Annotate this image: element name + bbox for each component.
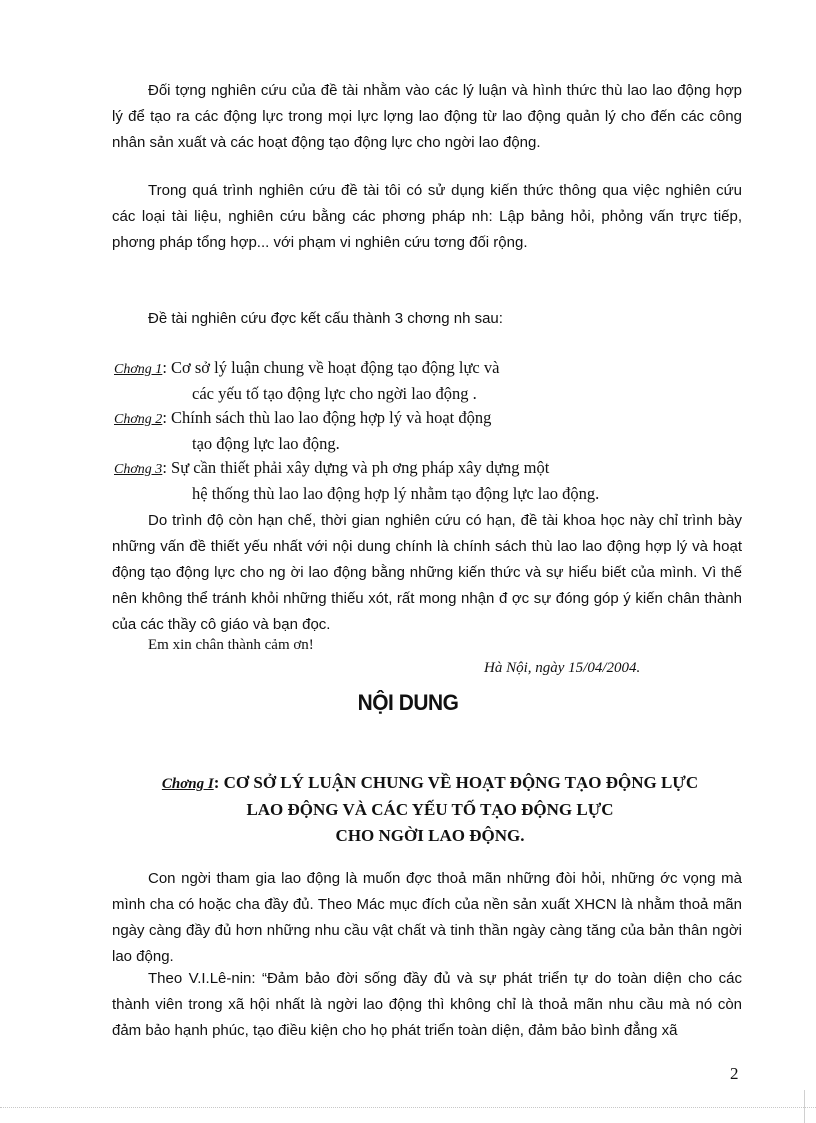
chapter-heading-line2: LAO ĐỘNG VÀ CÁC YẾU TỐ TẠO ĐỘNG LỰC <box>246 800 614 819</box>
chapter-1-line1: : Cơ sở lý luận chung về hoạt động tạo động lực và <box>162 358 500 377</box>
chapter-2-entry <box>114 406 491 432</box>
chapter-3-line1: : Sự cần thiết phải xây dựng và ph ơng pháp xây dựng một <box>162 458 550 477</box>
document-date: Hà Nội, ngày 15/04/2004. <box>484 660 641 676</box>
paragraph-human-needs: Con ngời tham gia lao động là muốn đợc thoả mãn những đòi hỏi, những ớc vọng mà mình cha có hoặc cha đầy đủ. Theo Mác mục đích của nền sản xuất XHCN là nhằm thoả mãn ngày càng đầy đủ hơn những nhu cầu vật chất và tinh thần ngày càng tăng của bản thân ngời lao động. <box>112 870 742 965</box>
paragraph-lenin-quote: Theo V.I.Lê-nin: “Đảm bảo đời sống đầy đủ và sự phát triển tự do toàn diện cho các thành viên trong xã hội nhất là ngời lao động thì không chỉ là thoả mãn nhu cầu mà nó còn đảm bảo hạnh phúc, tạo điều kiện cho họ phát triển toàn diện, đảm bảo bình đẳng xã <box>112 970 742 1039</box>
chapter-heading-line1 <box>140 770 720 797</box>
chapter-1-line2: các yếu tố tạo động lực cho ngời lao động . <box>192 384 477 403</box>
section-title: NỘI DUNG <box>357 690 459 715</box>
chapter-heading <box>140 770 720 849</box>
paragraph-thanks: Em xin chân thành cảm ơn! <box>148 637 314 653</box>
chapter-heading-line3: CHO NGỜI LAO ĐỘNG. <box>335 826 525 845</box>
paragraph-research-object: Đối tợng nghiên cứu của đề tài nhằm vào các lý luận và hình thức thù lao lao động hợp lý để tạo ra các động lực trong mọi lực lợng lao động từ lao động quản lý cho đến các công nhân sản xuất và các hoạt động tạo động lực cho ngời lao động. <box>112 82 742 151</box>
page-bottom-divider <box>0 1107 816 1108</box>
page-corner-mark <box>804 1090 805 1123</box>
chapter-1-label: Chơng 1 <box>114 362 163 377</box>
chapter-heading-label: Chơng I <box>161 776 214 792</box>
chapter-3-label: Chơng 3 <box>114 462 163 477</box>
chapter-2-line2: tạo động lực lao động. <box>192 434 340 453</box>
paragraph-structure-intro: Đề tài nghiên cứu đợc kết cấu thành 3 chơng nh sau: <box>148 310 503 327</box>
chapter-1-entry <box>114 356 499 382</box>
page-number: 2 <box>730 1064 739 1083</box>
chapter-2-line1: : Chính sách thù lao lao động hợp lý và hoạt động <box>162 408 492 427</box>
chapter-heading-text1: : CƠ SỞ LÝ LUẬN CHUNG VỀ HOẠT ĐỘNG TẠO ĐỘNG LỰC <box>213 773 699 792</box>
paragraph-research-method: Trong quá trình nghiên cứu đề tài tôi có sử dụng kiến thức thông qua việc nghiên cứu các loại tài liệu, nghiên cứu bằng các phơng pháp nh: Lập bảng hỏi, phỏng vấn trực tiếp, phơng pháp tổng hợp... với phạm vi nghiên cứu tơng đối rộng. <box>112 182 742 251</box>
paragraph-limitations: Do trình độ còn hạn chế, thời gian nghiên cứu có hạn, đề tài khoa học này chỉ trình bày những vấn đề thiết yếu nhất với nội dung chính là chính sách thù lao lao động hợp lý và hoạt động tạo động lực cho ng ời lao động bằng những kiến thức và sự hiểu biết của mình. Vì thế nên không thể tránh khỏi những thiếu xót, rất mong nhận đ ợc sự đóng góp ý kiến chân thành của các thầy cô giáo và bạn đọc. <box>112 512 742 633</box>
chapter-2-label: Chơng 2 <box>114 412 163 427</box>
chapter-3-entry <box>114 456 549 482</box>
chapter-3-line2: hệ thống thù lao lao động hợp lý nhằm tạo động lực lao động. <box>192 484 600 503</box>
